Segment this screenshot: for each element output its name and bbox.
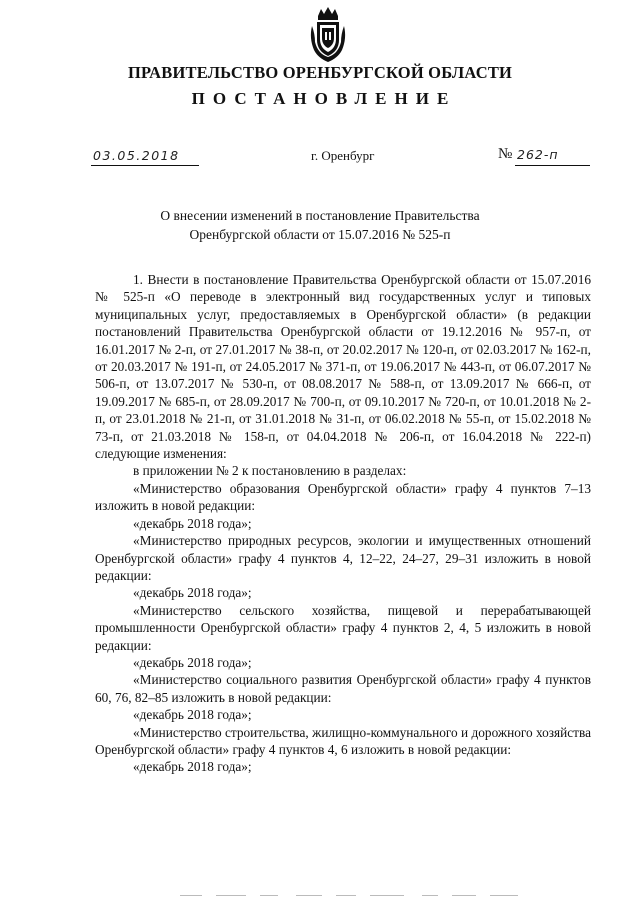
orenburg-coat-of-arms-icon [308,6,348,64]
document-number [498,146,590,166]
document-body [95,271,591,776]
date-underline [91,165,199,166]
subject-line-1: О внесении изменений в постановление Правительства [160,208,480,223]
body-paragraph: «декабрь 2018 года»; [133,654,252,670]
handwritten-date: 03.05.2018 [93,148,180,163]
government-title: ПРАВИТЕЛЬСТВО ОРЕНБУРГСКОЙ ОБЛАСТИ [127,63,513,82]
number-underline [515,165,590,166]
body-paragraph: 1. Внести в постановление Правительства Оренбургской области от 15.07.2016 № 525-п «О переводе в электронный вид государственных услуг и типовых муниципальных услуг, предоставляемых в Оренбургской области» (в редакции постановлений Правительства Оренбургской области от 19.12.2016 № 957-п, от 16.01.2017 № 2-п, от 27.01.2017 № 38-п, от 20.02.2017 № 120-п, от 02.03.2017 № 162-п, от 20.03.2017 № 191-п, от 24.05.2017 № 371-п, от 19.06.2017 № 443-п, от 06.07.2017 № 506-п, от 13.07.2017 № 530-п, от 08.08.2017 № 588-п, от 13.09.2017 № 666-п, от 19.09.2017 № 685-п, от 28.09.2017 № 700-п, от 09.10.2017 № 720-п, от 10.01.2018 № 2-п, от 23.01.2018 № 21-п, от 31.01.2018 № 31-п, от 06.02.2018 № 55-п, от 15.02.2018 № 73-п, от 21.03.2018 № 158-п, от 04.04.2018 № 206-п, от 16.04.2018 № 222-п) следующие изменения: [95,272,591,462]
body-paragraph: «декабрь 2018 года»; [133,585,252,601]
body-paragraph: «декабрь 2018 года»; [133,515,252,531]
document-date [91,148,199,166]
body-paragraph: «декабрь 2018 года»; [133,759,252,775]
body-paragraph: «Министерство сельского хозяйства, пищевой и перерабатывающей промышленности Оренбургской области» графу 4 пунктов 2, 4, 5 изложить в новой редакции: [95,602,591,653]
body-paragraph: «Министерство строительства, жилищно-коммунального и дорожного хозяйства Оренбургской области» графу 4 пунктов 4, 6 изложить в новой редакции: [95,724,591,757]
document-type-heading: ПОСТАНОВЛЕНИЕ [191,89,457,108]
document-subject [0,206,640,244]
subject-line-2: Оренбургской области от 15.07.2016 № 525-п [189,227,451,242]
scan-artifact-marks [180,895,610,901]
body-paragraph: «Министерство природных ресурсов, экологии и имущественных отношений Оренбургской области» графу 4 пунктов 4, 12–22, 24–27, 29–31 изложить в новой редакции: [95,533,591,583]
body-paragraph: «декабрь 2018 года»; [133,707,252,723]
number-sign: № [498,146,513,162]
handwritten-number: 262-п [517,147,559,162]
body-paragraph: «Министерство социального развития Оренбургской области» графу 4 пунктов 60, 76, 82–85 изложить в новой редакции: [95,672,591,705]
body-paragraph: «Министерство образования Оренбургской области» графу 4 пунктов 7–13 изложить в новой редакции: [95,480,591,514]
city-name: г. Оренбург [311,148,375,163]
body-paragraph: в приложении № 2 к постановлению в разделах: [133,463,407,479]
